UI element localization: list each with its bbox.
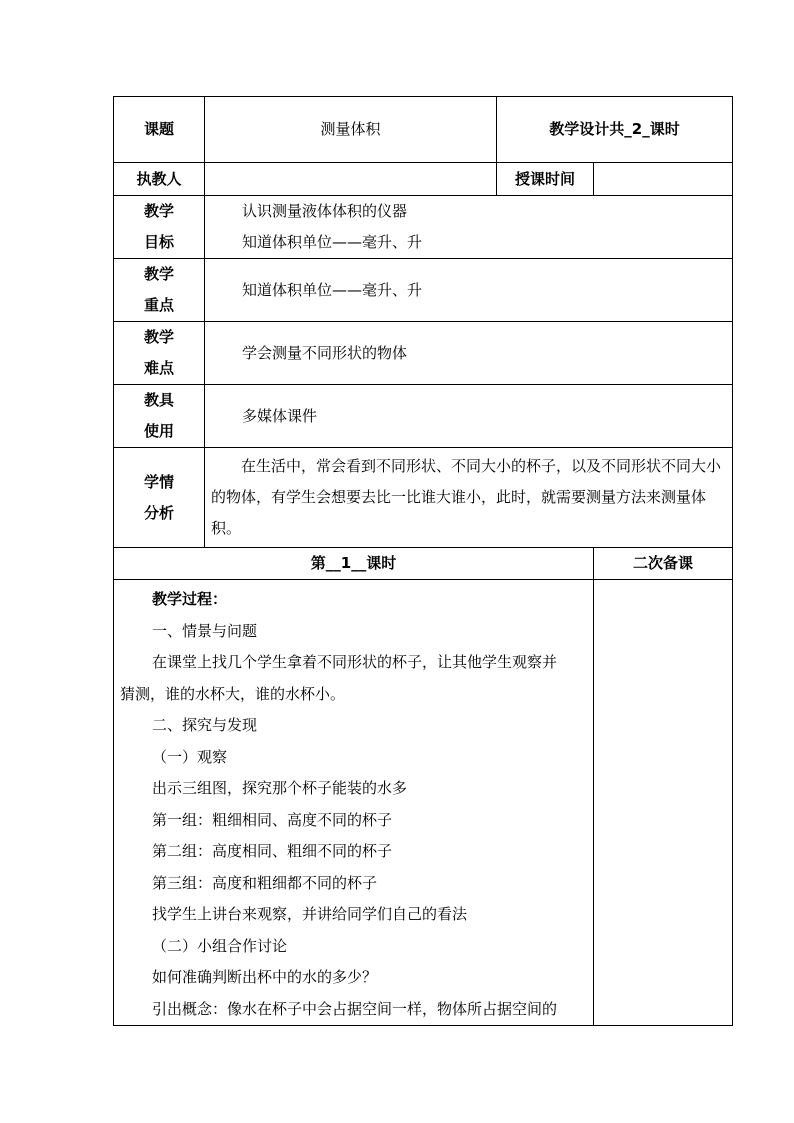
topic-row (114, 97, 733, 163)
subsection-discussion: （二）小组合作讨论 (152, 936, 288, 955)
time-label: 授课时间 (497, 163, 594, 196)
section-heading-1: 一、情景与问题 (152, 621, 258, 640)
tools-label (114, 385, 205, 448)
tools-value: 多媒体课件 (205, 385, 733, 448)
difficult-point-value: 学会测量不同形状的物体 (205, 322, 733, 385)
analysis-row (114, 448, 733, 548)
process-paragraph-3: 找学生上讲台来观察，并讲给同学们自己的看法 (152, 905, 468, 923)
analysis-label-line-2: 分析 (143, 503, 174, 522)
difficult-point-label (114, 322, 205, 385)
key-point-value: 知道体积单位——毫升、升 (205, 259, 733, 322)
section-header-row (114, 548, 733, 580)
design-note: 教学设计共_2_课时 (497, 97, 733, 163)
topic-label: 课题 (114, 97, 205, 163)
teacher-label: 执教人 (114, 163, 205, 196)
analysis-label (114, 448, 205, 548)
analysis-value: 在生活中，常会看到不同形状、不同大小的杯子，以及不同形状不同大小的物体，有学生会想要去比一比谁大谁小，此时，就需要测量方法来测量体积。 (205, 448, 733, 548)
difficult-label-line-2: 难点 (143, 359, 174, 377)
second-prep-header: 二次备课 (594, 548, 733, 580)
tools-label-line-1: 教具 (143, 391, 174, 409)
goal-label (114, 196, 205, 259)
question-1: 如何准确判断出杯中的水的多少？ (152, 968, 378, 986)
group-2: 第二组：高度相同、粗细不同的杯子 (152, 842, 393, 860)
section-heading-2: 二、探究与发现 (152, 716, 258, 734)
tools-row (114, 385, 733, 448)
goal-value (205, 196, 733, 259)
difficult-label-line-1: 教学 (143, 328, 174, 346)
process-paragraph-4: 引出概念：像水在杯子中会占据空间一样，物体所占据空间的 (152, 999, 558, 1018)
tools-label-line-2: 使用 (143, 422, 174, 440)
process-title: 教学过程： (152, 590, 228, 608)
subsection-observe: （一）观察 (152, 747, 228, 766)
key-label-line-2: 重点 (143, 296, 174, 314)
difficult-point-row (114, 322, 733, 385)
analysis-label-line-1: 学情 (143, 472, 174, 491)
lesson-plan-table (113, 96, 733, 1026)
key-point-row (114, 259, 733, 322)
topic-value: 测量体积 (205, 97, 497, 163)
teacher-row (114, 163, 733, 196)
lesson-period-header: 第__1__课时 (114, 548, 594, 580)
group-1: 第一组：粗细相同、高度不同的杯子 (152, 810, 393, 829)
goal-line-1: 认识测量液体体积的仪器 (242, 202, 408, 220)
teaching-process (114, 580, 594, 1026)
goal-label-line-2: 目标 (143, 233, 174, 251)
process-row (114, 580, 733, 1026)
process-paragraph-2: 出示三组图，探究那个杯子能装的水多 (152, 779, 408, 797)
time-value (594, 163, 733, 196)
process-paragraph-1b: 猜测，谁的水杯大，谁的水杯小。 (120, 684, 346, 703)
group-3: 第三组：高度和粗细都不同的杯子 (152, 873, 378, 892)
teacher-value (205, 163, 497, 196)
key-point-label (114, 259, 205, 322)
goal-row (114, 196, 733, 259)
process-paragraph-1a: 在课堂上找几个学生拿着不同形状的杯子，让其他学生观察并 (152, 653, 558, 671)
key-label-line-1: 教学 (143, 265, 174, 283)
second-prep-cell (594, 580, 733, 1026)
goal-label-line-1: 教学 (143, 202, 174, 220)
goal-line-2: 知道体积单位——毫升、升 (242, 233, 423, 251)
